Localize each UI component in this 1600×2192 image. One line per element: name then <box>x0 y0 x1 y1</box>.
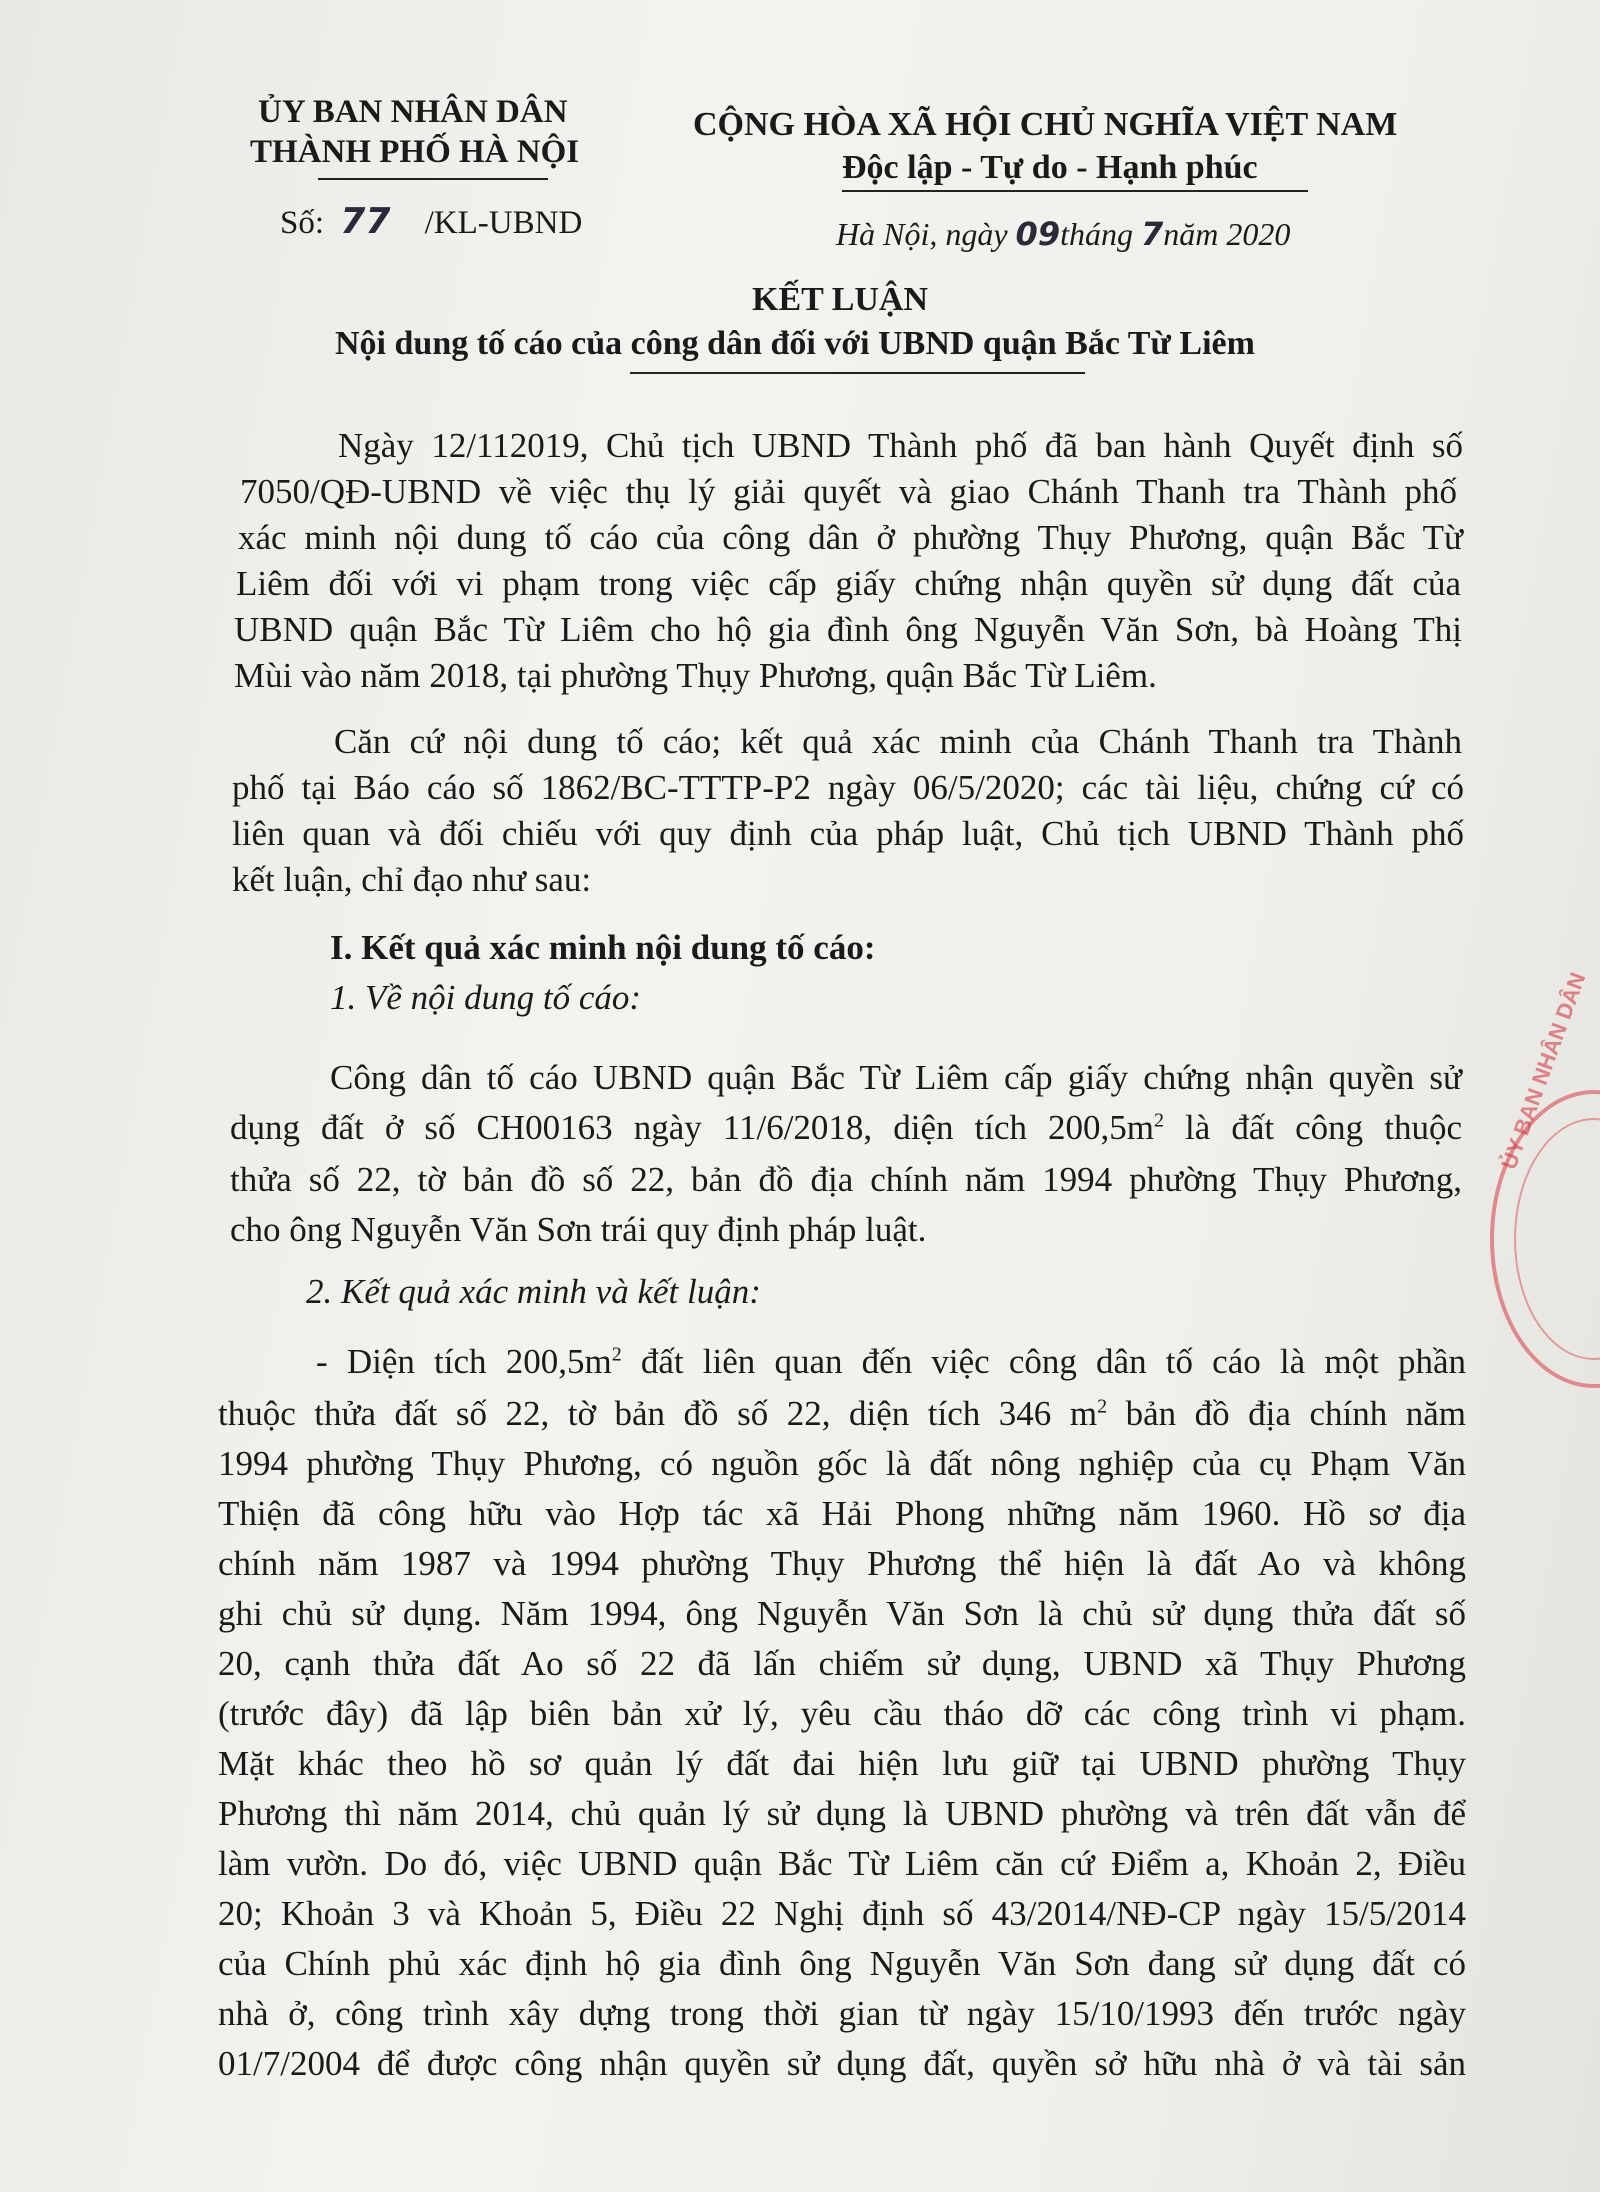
para4-line: nhà ở, công trình xây dựng trong thời gian từ ngày 15/10/1993 đến trước ngày <box>218 1994 1466 2033</box>
para1-line: Mùi vào năm 2018, tại phường Thụy Phương, quận Bắc Từ Liêm. <box>234 656 1157 695</box>
document-number: Số: 77 /KL-UBND <box>280 201 583 242</box>
para3-line: cho ông Nguyễn Văn Sơn trái quy định pháp luật. <box>230 1210 927 1249</box>
para4-line: Thiện đã công hữu vào Hợp tác xã Hải Phong những năm 1960. Hồ sơ địa <box>218 1494 1466 1533</box>
agency-underline <box>318 178 548 180</box>
para4-line: 20; Khoản 3 và Khoản 5, Điều 22 Nghị định số 43/2014/NĐ-CP ngày 15/5/2014 <box>218 1894 1466 1933</box>
para4-line: làm vườn. Do đó, việc UBND quận Bắc Từ Liêm căn cứ Điểm a, Khoản 2, Điều <box>218 1844 1466 1883</box>
official-seal <box>1490 969 1600 1388</box>
para2-line: liên quan và đối chiếu với quy định của pháp luật, Chủ tịch UBND Thành phố <box>232 814 1464 853</box>
document-subtitle: Nội dung tố cáo của công dân đối với UBND quận Bắc Từ Liêm <box>335 325 1255 362</box>
para3-line: Công dân tố cáo UBND quận Bắc Từ Liêm cấp giấy chứng nhận quyền sử <box>330 1058 1462 1097</box>
nation-motto: Độc lập - Tự do - Hạnh phúc <box>842 149 1258 186</box>
para1-line: Liêm đối với vi phạm trong việc cấp giấy chứng nhận quyền sử dụng đất của <box>236 564 1461 603</box>
para4-line: thuộc thửa đất số 22, tờ bản đồ số 22, diện tích 346 $m^2$ bản đồ địa chính năm <box>218 1394 1466 1433</box>
para1-line: 7050/QĐ-UBND về việc thụ lý giải quyết và giao Chánh Thanh tra Thành phố <box>240 472 1457 511</box>
para3-line: thửa số 22, tờ bản đồ số 22, bản đồ địa chính năm 1994 phường Thụy Phương, <box>230 1160 1462 1199</box>
para4-line: 1994 phường Thụy Phương, có nguồn gốc là đất nông nghiệp của cụ Phạm Văn <box>218 1444 1466 1483</box>
document-title: KẾT LUẬN <box>752 281 929 318</box>
para1-line: UBND quận Bắc Từ Liêm cho hộ gia đình ông Nguyễn Văn Sơn, bà Hoàng Thị <box>234 610 1462 649</box>
para4-line: Phương thì năm 2014, chủ quản lý sử dụng là UBND phường và trên đất vẫn để <box>218 1794 1466 1833</box>
subsection-heading-1: 1. Về nội dung tố cáo: <box>330 978 642 1017</box>
para3-line: dụng đất ở số CH00163 ngày 11/6/2018, diện tích $200,5m^2$ là đất công thuộc <box>230 1108 1462 1147</box>
para2-line: phố tại Báo cáo số 1862/BC-TTTP-P2 ngày 06/5/2020; các tài liệu, chứng cứ có <box>232 768 1464 807</box>
para4-line: - Diện tích $200,5m^2$ đất liên quan đến việc công dân tố cáo là một phần <box>316 1342 1466 1381</box>
document-date: Hà Nội, ngày 09tháng 7năm 2020 <box>836 215 1291 253</box>
seal-text: ỦY BAN NHÂN DÂN <box>1496 969 1591 1173</box>
agency-name-line1: ỦY BAN NHÂN DÂN <box>258 94 568 130</box>
subsection-heading-2: 2. Kết quả xác minh và kết luận: <box>306 1272 761 1311</box>
subtitle-underline <box>630 372 1085 374</box>
para4-line: (trước đây) đã lập biên bản xử lý, yêu cầu tháo dỡ các công trình vi phạm. <box>218 1694 1466 1733</box>
para4-line: chính năm 1987 và 1994 phường Thụy Phương thể hiện là đất Ao và không <box>218 1544 1466 1583</box>
section-heading: I. Kết quả xác minh nội dung tố cáo: <box>330 928 876 967</box>
para1-line: xác minh nội dung tố cáo của công dân ở phường Thụy Phương, quận Bắc Từ <box>238 518 1463 557</box>
para4-line: của Chính phủ xác định hộ gia đình ông Nguyễn Văn Sơn đang sử dụng đất có <box>218 1944 1466 1983</box>
para1-line: Ngày 12/112019, Chủ tịch UBND Thành phố đã ban hành Quyết định số <box>338 426 1463 465</box>
para2-line: kết luận, chỉ đạo như sau: <box>232 860 592 899</box>
para4-line: 20, cạnh thửa đất Ao số 22 đã lấn chiếm sử dụng, UBND xã Thụy Phương <box>218 1644 1466 1683</box>
para2-line: Căn cứ nội dung tố cáo; kết quả xác minh của Chánh Thanh tra Thành <box>334 722 1462 761</box>
motto-underline <box>842 190 1308 192</box>
nation-name: CỘNG HÒA XÃ HỘI CHỦ NGHĨA VIỆT NAM <box>693 106 1398 143</box>
para4-line: ghi chủ sử dụng. Năm 1994, ông Nguyễn Văn Sơn là chủ sử dụng thửa đất số <box>218 1594 1466 1633</box>
agency-name-line2: THÀNH PHỐ HÀ NỘI <box>250 134 580 170</box>
para4-line: Mặt khác theo hồ sơ quản lý đất đai hiện lưu giữ tại UBND phường Thụy <box>218 1744 1466 1783</box>
para4-line: 01/7/2004 để được công nhận quyền sử dụng đất, quyền sở hữu nhà ở và tài sản <box>218 2044 1466 2083</box>
